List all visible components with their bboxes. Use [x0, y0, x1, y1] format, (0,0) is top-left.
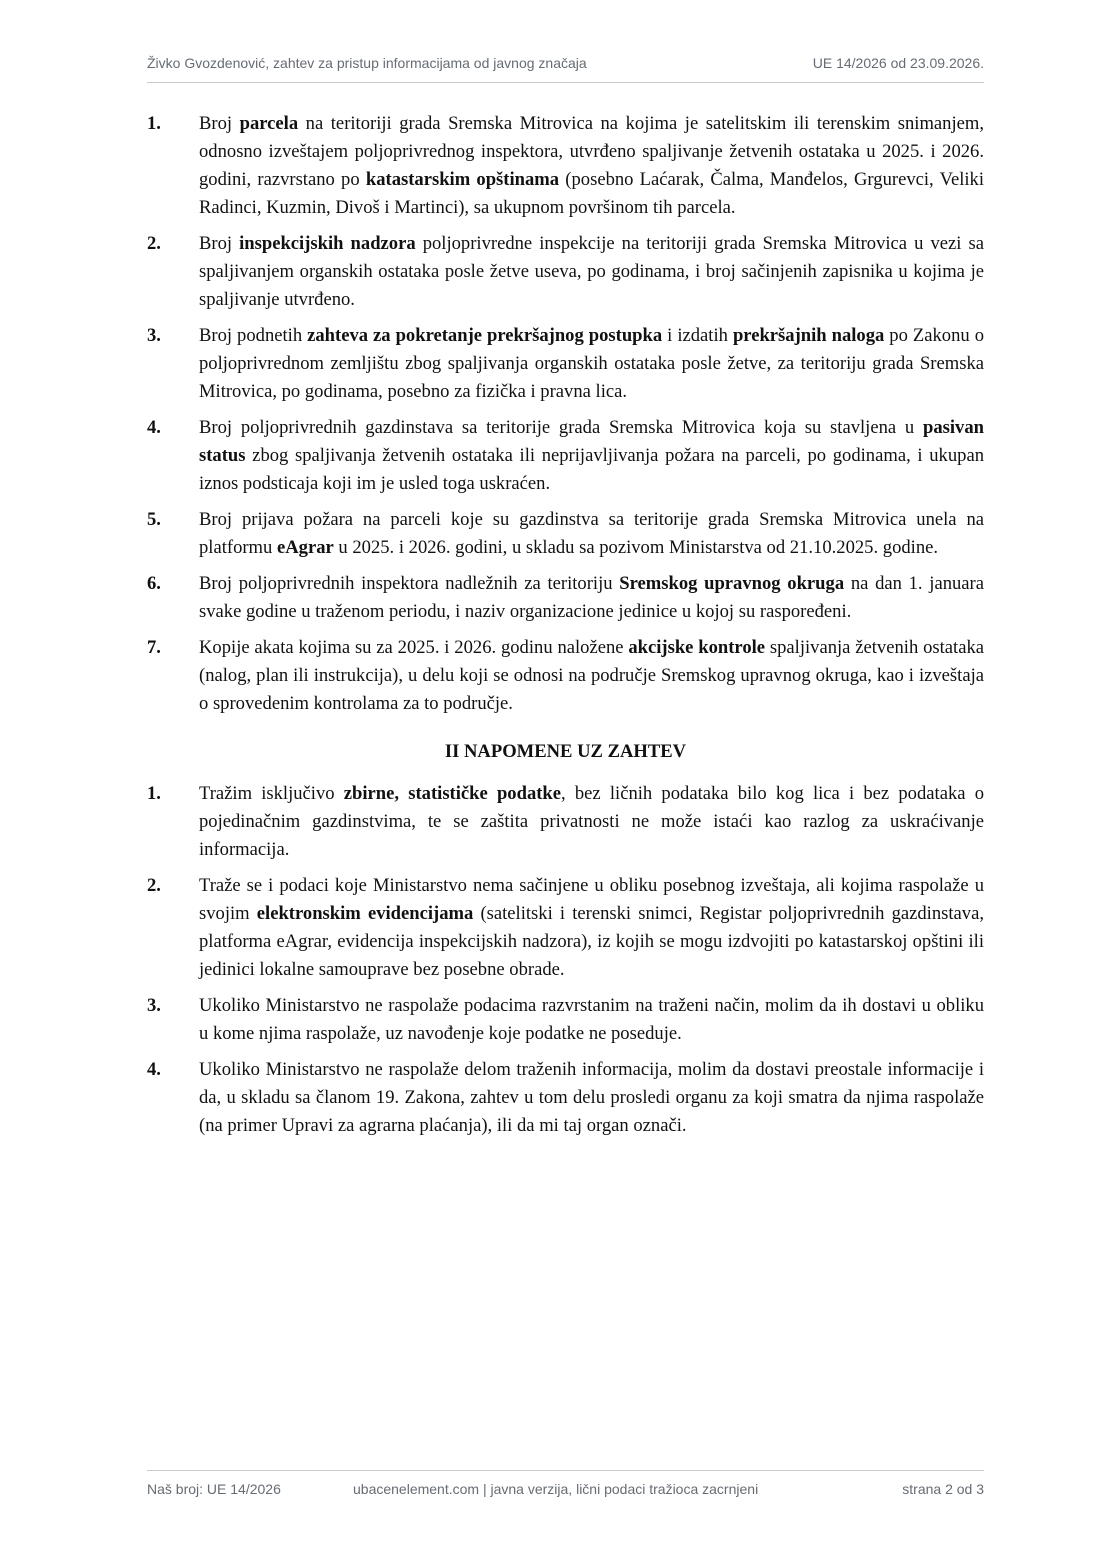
text-run: po Zakonu o poljoprivrednom zemljištu zbog spaljivanja organskih ostataka posle žetve, za teritoriju grada Sremska Mitrovica, po godinama, posebno za fizička i pravna lica. — [199, 325, 984, 402]
request-item-number: 3. — [147, 325, 161, 346]
text-run: spaljivanja žetvenih ostataka (nalog, plan ili instrukcija), u delu koji se odnosi na područje Sremskog upravnog okruga, kao i izveštaja o sprovedenim kontrolama za to područje. — [199, 637, 984, 714]
text-run: na dan 1. januara svake godine u traženom periodu, i naziv organizacione jedinice u kojoj su raspoređeni. — [199, 573, 984, 622]
request-item — [147, 634, 984, 718]
text-run: Traže se i podaci koje Ministarstvo nema sačinjene u obliku posebnog izveštaja, ali kojima raspolaže u svojim — [199, 875, 984, 924]
footer-website-note: ubacenelement.com | javna verzija, lični podaci tražioca zacrnjeni — [353, 1481, 759, 1497]
request-item-text — [199, 110, 984, 222]
text-run: Broj poljoprivrednih inspektora nadležnih za teritoriju — [199, 573, 620, 594]
emphasized-text: zahteva za pokretanje prekršajnog postupka — [307, 325, 663, 346]
text-run: na teritoriji grada Sremska Mitrovica na kojima je satelitskim ili terenskim snimanjem, odnosno izveštajem poljoprivrednog inspektora, utvrđeno spaljivanje žetvenih ostataka u 2025. i 2026. godini, razvrstano po — [199, 113, 984, 190]
note-item-number: 3. — [147, 995, 161, 1016]
emphasized-text: elektronskim evidencijama — [256, 903, 474, 924]
request-item — [147, 322, 984, 406]
request-item-text — [199, 322, 984, 406]
request-item — [147, 230, 984, 314]
note-item — [147, 1056, 984, 1140]
page-header — [147, 54, 984, 83]
text-run: i izdatih — [662, 325, 733, 346]
request-item-number: 1. — [147, 113, 161, 134]
page-footer — [147, 1470, 984, 1501]
header-author-title: Živko Gvozdenović, zahtev za pristup informacijama od javnog značaja — [147, 55, 587, 71]
note-item — [147, 992, 984, 1048]
emphasized-text: zbirne, statističke podatke — [343, 783, 562, 804]
note-item-number: 1. — [147, 783, 161, 804]
request-item — [147, 110, 984, 222]
text-run: poljoprivredne inspekcije na teritoriji grada Sremska Mitrovica u vezi sa spaljivanjem organskih ostataka posle žetve useva, po godinama, i broj sačinjenih zapisnika u kojima je spaljivanje utvrđeno. — [199, 233, 984, 310]
text-run: Ukoliko Ministarstvo ne raspolaže delom traženih informacija, molim da dostavi preostale informacije i da, u skladu sa članom 19. Zakona, zahtev u tom delu prosledi organu za koji smatra da njima raspolaže (na primer Upravi za agrarna plaćanja), ili da mi taj organ označi. — [199, 1059, 984, 1136]
request-item-text — [199, 506, 984, 562]
emphasized-text: prekršajnih naloga — [732, 325, 885, 346]
emphasized-text: katastarskim opštinama — [365, 169, 560, 190]
text-run: (satelitski i terenski snimci, Registar poljoprivrednih gazdinstava, platforma eAgrar, evidencija inspekcijskih nadzora), iz kojih se mogu izdvojiti po katastarskoj opštini ili jedinici lokalne samouprave bez posebne obrade. — [199, 903, 985, 980]
request-item — [147, 570, 984, 626]
section-heading: II NAPOMENE UZ ZAHTEV — [444, 741, 687, 762]
request-item-number: 4. — [147, 417, 161, 438]
request-item-text — [199, 634, 984, 718]
header-reference: UE 14/2026 od 23.09.2026. — [812, 55, 984, 71]
note-item-number: 4. — [147, 1059, 161, 1080]
request-item-number: 5. — [147, 509, 161, 530]
request-item-number: 2. — [147, 233, 161, 254]
notes-list — [147, 780, 984, 1140]
request-item — [147, 414, 984, 498]
document-body — [147, 110, 984, 1148]
emphasized-text: eAgrar — [276, 537, 334, 558]
footer-our-number: Naš broj: UE 14/2026 — [147, 1481, 281, 1497]
text-run: Tražim isključivo — [199, 783, 344, 804]
text-run: Kopije akata kojima su za 2025. i 2026. godinu naložene — [199, 637, 629, 658]
request-item-text — [199, 230, 984, 314]
note-item-text — [199, 780, 984, 864]
note-item-text — [199, 872, 984, 984]
note-item-number: 2. — [147, 875, 161, 896]
emphasized-text: Sremskog upravnog okruga — [619, 573, 845, 594]
text-run: Broj — [199, 113, 240, 134]
text-run: Broj — [199, 233, 240, 254]
footer-page-number: strana 2 od 3 — [902, 1481, 984, 1497]
text-run: Broj poljoprivrednih gazdinstava sa teritorije grada Sremska Mitrovica koja su stavljena u — [199, 417, 924, 438]
emphasized-text: inspekcijskih nadzora — [239, 233, 416, 254]
request-item-text — [199, 414, 984, 498]
text-run: (posebno Laćarak, Čalma, Manđelos, Grgurevci, Veliki Radinci, Kuzmin, Divoš i Martinci), sa ukupnom površinom tih parcela. — [199, 169, 984, 218]
request-item-number: 7. — [147, 637, 161, 658]
request-list — [147, 110, 984, 718]
request-item-number: 6. — [147, 573, 161, 594]
text-run: , bez ličnih podataka bilo kog lica i bez podataka o pojedinačnim gazdinstvima, te se zaštita privatnosti ne može istaći kao razlog za uskraćivanje informacija. — [199, 783, 984, 860]
text-run: Broj podnetih — [199, 325, 308, 346]
text-run: zbog spaljivanja žetvenih ostataka ili neprijavljivanja požara na parceli, po godinama, i ukupan iznos podsticaja koji im je usled toga uskraćen. — [199, 445, 984, 494]
text-run: Ukoliko Ministarstvo ne raspolaže podacima razvrstanim na traženi način, molim da ih dostavi u obliku u kome njima raspolaže, uz navođenje koje podatke ne poseduje. — [199, 995, 984, 1044]
note-item — [147, 872, 984, 984]
request-item-text — [199, 570, 984, 626]
note-item-text — [199, 1056, 984, 1140]
emphasized-text: pasivan status — [199, 417, 984, 466]
text-run: Broj prijava požara na parceli koje su gazdinstva sa teritorije grada Sremska Mitrovica unela na platformu — [199, 509, 984, 558]
emphasized-text: akcijske kontrole — [628, 637, 766, 658]
note-item-text — [199, 992, 984, 1048]
note-item — [147, 780, 984, 864]
emphasized-text: parcela — [239, 113, 299, 134]
text-run: u 2025. i 2026. godini, u skladu sa pozivom Ministarstva od 21.10.2025. godine. — [333, 537, 939, 558]
request-item — [147, 506, 984, 562]
